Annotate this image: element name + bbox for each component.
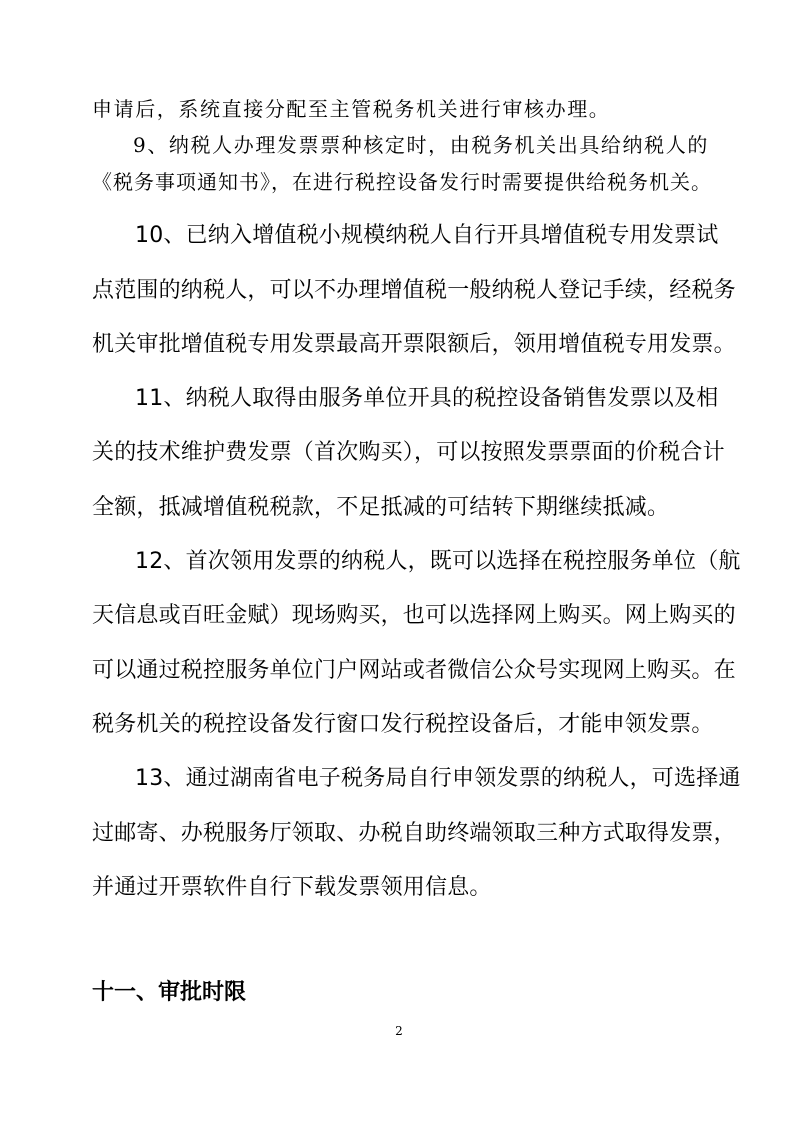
text-line: 《税务事项通知书》，在进行税控设备发行时需要提供给税务机关。 bbox=[92, 170, 712, 194]
text-line: 并通过开票软件自行下载发票领用信息。 bbox=[92, 875, 492, 900]
page-number: 2 bbox=[395, 1024, 403, 1038]
text-line: 申请后，系统直接分配至主管税务机关进行审核办理。 bbox=[92, 97, 611, 121]
text-line: 13、通过湖南省电子税务局自行申领发票的纳税人，可选择通 bbox=[135, 766, 741, 791]
text-line: 全额，抵减增值税税款，不足抵减的可结转下期继续抵减。 bbox=[92, 495, 670, 520]
text-line: 12、首次领用发票的纳税人，既可以选择在税控服务单位（航 bbox=[135, 549, 741, 574]
text-line: 过邮寄、办税服务厅领取、办税自助终端领取三种方式取得发票， bbox=[92, 821, 736, 846]
text-line: 天信息或百旺金赋）现场购买，也可以选择网上购买。网上购买的 bbox=[92, 603, 736, 628]
text-line: 11、纳税人取得由服务单位开具的税控设备销售发票以及相 bbox=[135, 386, 719, 411]
text-line: 9、纳税人办理发票票种核定时，由税务机关出具给纳税人的 bbox=[133, 133, 709, 157]
text-line: 10、已纳入增值税小规模纳税人自行开具增值税专用发票试 bbox=[135, 223, 719, 248]
text-line: 点范围的纳税人，可以不办理增值税一般纳税人登记手续，经税务 bbox=[92, 278, 736, 303]
text-line: 机关审批增值税专用发票最高开票限额后，领用增值税专用发票。 bbox=[92, 332, 736, 357]
text-line: 关的技术维护费发票（首次购买），可以按照发票票面的价税合计 bbox=[92, 440, 725, 465]
section-heading: 十一、审批时限 bbox=[92, 980, 247, 1005]
text-line: 可以通过税控服务单位门户网站或者微信公众号实现网上购买。在 bbox=[92, 658, 736, 683]
text-line: 税务机关的税控设备发行窗口发行税控设备后，才能申领发票。 bbox=[92, 712, 714, 737]
